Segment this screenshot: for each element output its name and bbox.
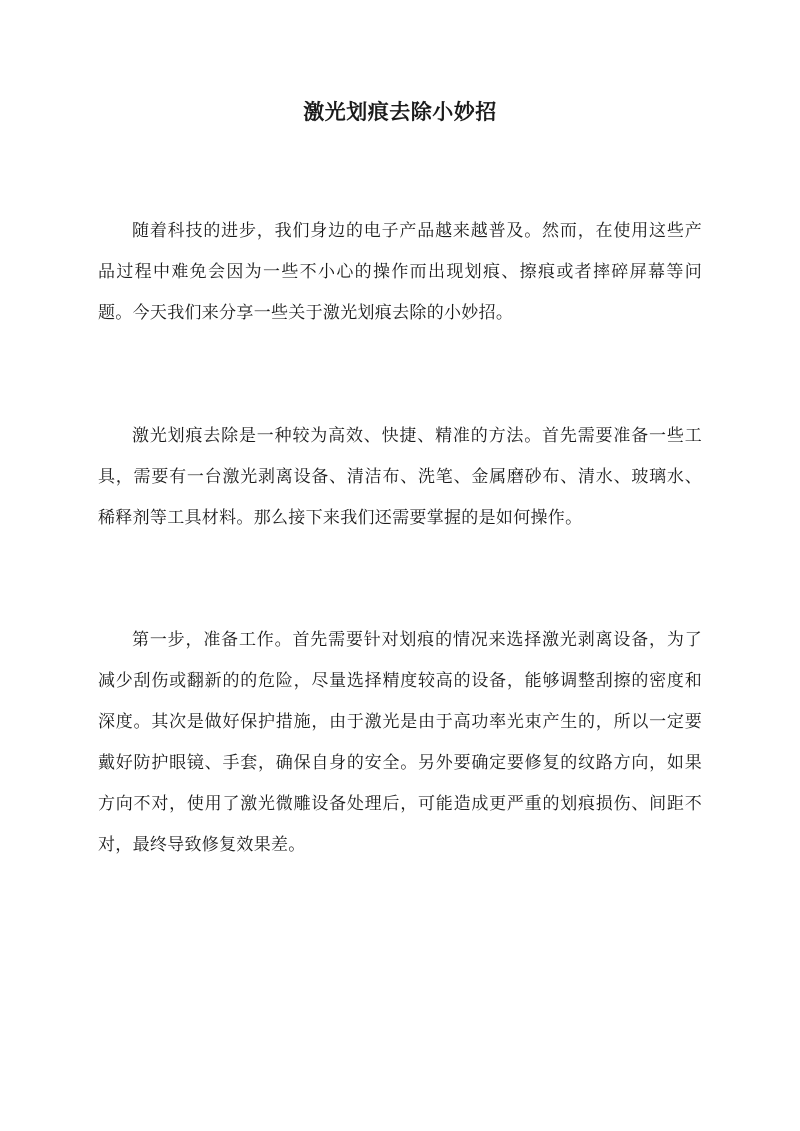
paragraph-intro: 随着科技的进步，我们身边的电子产品越来越普及。然而，在使用这些产品过程中难免会因为一些不小心的操作而出现划痕、擦痕或者摔碎屏幕等问题。今天我们来分享一些关于激光划痕去除的小妙招。 (98, 221, 702, 323)
document-title: 激光划痕去除小妙招 (303, 99, 497, 124)
paragraph-step-one: 第一步，准备工作。首先需要针对划痕的情况来选择激光剥离设备，为了减少刮伤或翻新的的危险，尽量选择精度较高的设备，能够调整刮擦的密度和深度。其次是做好保护措施，由于激光是由于高功率光束产生的，所以一定要戴好防护眼镜、手套，确保自身的安全。另外要确定要修复的纹路方向，如果方向不对，使用了激光微雕设备处理后，可能造成更严重的划痕损伤、间距不对，最终导致修复效果差。 (98, 630, 702, 855)
paragraph-method: 激光划痕去除是一种较为高效、快捷、精准的方法。首先需要准备一些工具，需要有一台激光剥离设备、清洁布、洗笔、金属磨砂布、清水、玻璃水、稀释剂等工具材料。那么接下来我们还需要掌握的是如何操作。 (98, 426, 702, 528)
